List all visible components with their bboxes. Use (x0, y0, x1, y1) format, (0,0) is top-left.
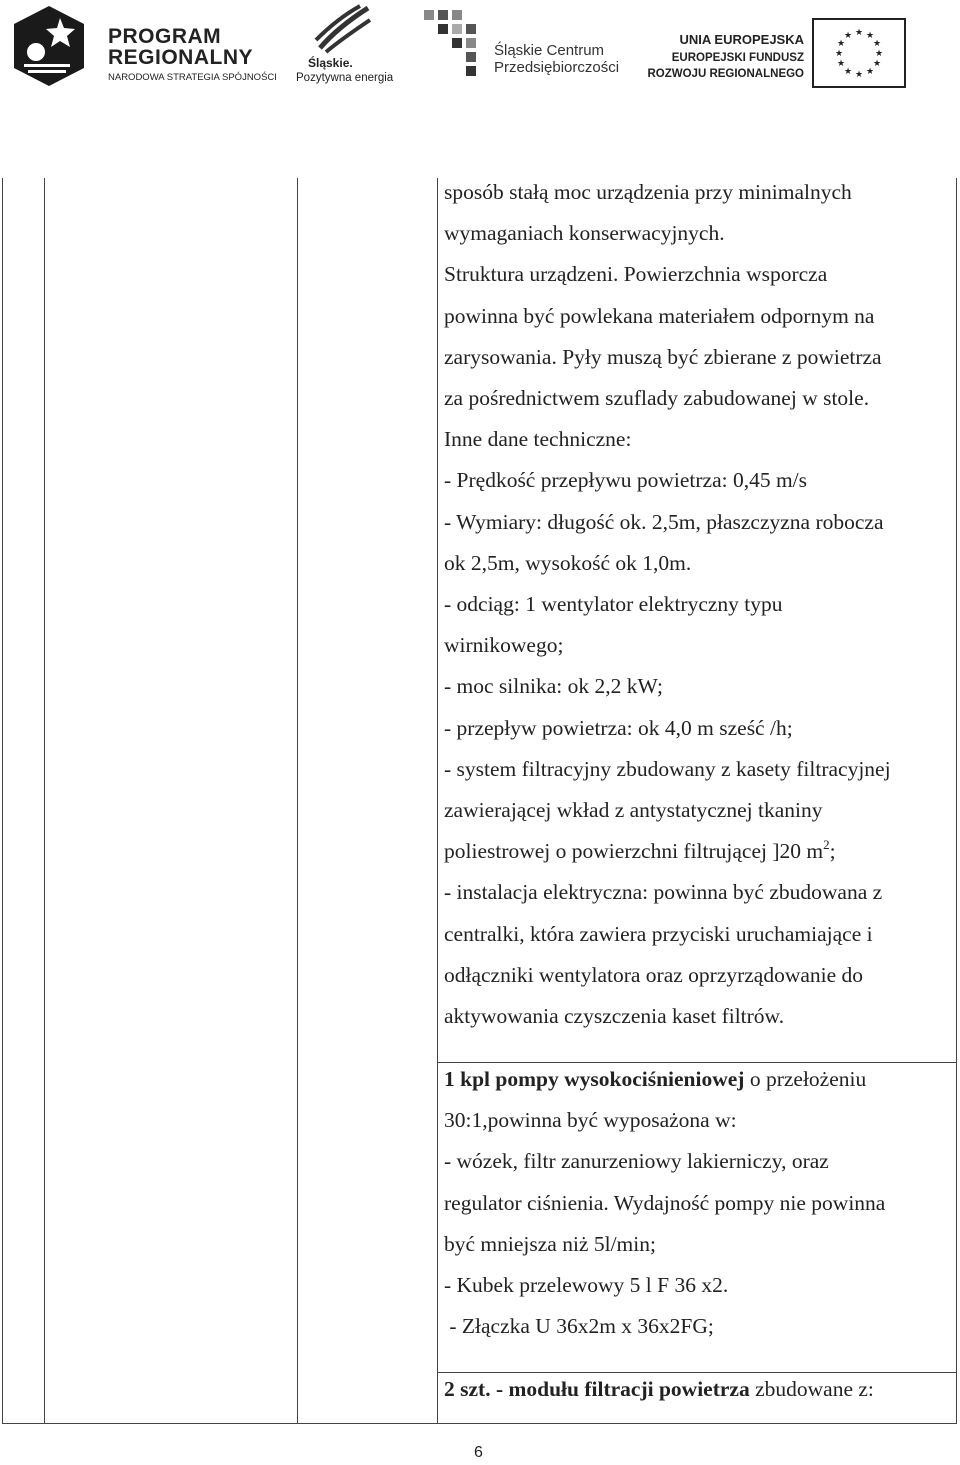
spec-line: - odciąg: 1 wentylator elektryczny typu (444, 592, 783, 617)
ue-logo (640, 10, 920, 90)
table-border-bottom (2, 1423, 957, 1424)
spec-line-filter-area (444, 831, 954, 872)
svg-text:★: ★ (872, 39, 882, 49)
eu-flag-icon (812, 18, 906, 88)
svg-text:★: ★ (834, 49, 844, 59)
spec-line: - Prędkość przepływu powietrza: 0,45 m/s (444, 468, 808, 493)
spec-line: zawierającej wkład z antystatycznej tkaniny (444, 798, 823, 823)
eu-stars-icon (814, 20, 904, 86)
svg-text:★: ★ (854, 28, 864, 38)
spec-line: Inne dane techniczne: (444, 427, 632, 452)
spec-line: - system filtracyjny zbudowany z kasety filtracyjnej (444, 756, 891, 781)
spec-line: powinna być powlekana materiałem odpornym na (444, 303, 875, 328)
filtration-heading-bold: 2 szt. - modułu filtracji powietrza (444, 1377, 750, 1401)
svg-text:★: ★ (843, 67, 853, 77)
spec-line: odłączniki wentylatora oraz oprzyrządowanie do (444, 962, 864, 987)
filtration-heading-rest: zbudowane z: (749, 1377, 874, 1401)
spec-line: Struktura urządzeni. Powierzchnia wsporcza (444, 262, 828, 287)
filtration-heading (444, 1369, 954, 1410)
svg-text:★: ★ (854, 70, 864, 80)
ue-line1: UNIA EUROPEJSKA (679, 32, 804, 47)
pump-heading (444, 1059, 954, 1100)
program-title-line2: REGIONALNY (108, 46, 254, 69)
spec-section-pump (444, 1059, 954, 1347)
program-regionalny-title (108, 26, 253, 68)
spec-line: - moc silnika: ok 2,2 kW; (444, 674, 663, 699)
ue-line2: EUROPEJSKI FUNDUSZ (671, 52, 804, 64)
table-border-col2 (297, 178, 298, 1424)
table-border-col3 (437, 178, 438, 1424)
spec-line: wirnikowego; (444, 633, 564, 658)
spec-line: być mniejsza niż 5l/min; (444, 1231, 656, 1256)
spec-line: - instalacja elektryczna: powinna być zbudowana z (444, 880, 883, 905)
spec-line: 30:1,powinna być wyposażona w: (444, 1108, 737, 1133)
svg-text:★: ★ (865, 31, 875, 41)
spec-line: - Wymiary: długość ok. 2,5m, płaszczyzna robocza (444, 509, 884, 534)
scp-blocks-icon (418, 4, 484, 84)
svg-text:★: ★ (836, 39, 846, 49)
spec-section-dust-table (444, 172, 954, 1037)
program-regionalny-logo (12, 4, 282, 88)
spec-line: - Złączka U 36x2m x 36x2FG; (444, 1314, 714, 1339)
spec-line: zarysowania. Pyły muszą być zbierane z powietrza (444, 344, 882, 369)
program-title-line1: PROGRAM (108, 25, 222, 48)
svg-text:★: ★ (874, 49, 884, 59)
spec-line: - przepływ powietrza: ok 4,0 m sześć /h; (444, 715, 793, 740)
filter-area-suffix: ; (829, 839, 836, 864)
filter-area-text: poliestrowej o powierzchni filtrującej ]20 m (444, 839, 824, 864)
table-border-left (2, 178, 3, 1424)
svg-text:★: ★ (872, 59, 882, 69)
spec-line: sposób stałą moc urządzenia przy minimalnych (444, 180, 852, 204)
scp-logo (418, 4, 628, 88)
scp-line1: Śląskie Centrum (494, 42, 605, 59)
program-regionalny-emblem-icon (12, 4, 86, 88)
pump-heading-bold: 1 kpl pompy wysokociśnieniowej (444, 1067, 745, 1091)
spec-line: za pośrednictwem szuflady zabudowanej w stole. (444, 386, 870, 411)
table-border-col1 (44, 178, 45, 1424)
slaskie-tagline: Pozytywna energia (296, 72, 394, 84)
spec-section-filtration (444, 1369, 954, 1410)
slaskie-name: Śląskie. (308, 56, 353, 70)
page-number: 6 (474, 1444, 483, 1461)
spec-line: wymaganiach konserwacyjnych. (444, 221, 725, 246)
spec-line: regulator ciśnienia. Wydajność pompy nie powinna (444, 1190, 886, 1215)
spec-line: - Kubek przelewowy 5 l F 36 x2. (444, 1273, 729, 1298)
program-regionalny-subtitle: NARODOWA STRATEGIA SPÓJNOŚCI (108, 72, 277, 83)
svg-text:★: ★ (836, 59, 846, 69)
spec-line: aktywowania czyszczenia kaset filtrów. (444, 1004, 785, 1029)
spec-line: ok 2,5m, wysokość ok 1,0m. (444, 550, 692, 575)
slaskie-wave-icon (312, 4, 372, 54)
table-border-right (956, 178, 957, 1424)
svg-text:★: ★ (843, 31, 853, 41)
spec-line: centralki, która zawiera przyciski uruchamiające i (444, 921, 873, 946)
spec-line: - wózek, filtr zanurzeniowy lakierniczy, oraz (444, 1149, 829, 1174)
ue-line3: ROZWOJU REGIONALNEGO (647, 68, 804, 80)
slaskie-logo (290, 4, 400, 88)
svg-text:★: ★ (865, 67, 875, 77)
page-header (0, 0, 960, 100)
filter-area-superscript: 2 (823, 837, 830, 853)
pump-heading-rest: o przełożeniu (744, 1067, 867, 1091)
scp-line2: Przedsiębiorczości (494, 59, 620, 76)
